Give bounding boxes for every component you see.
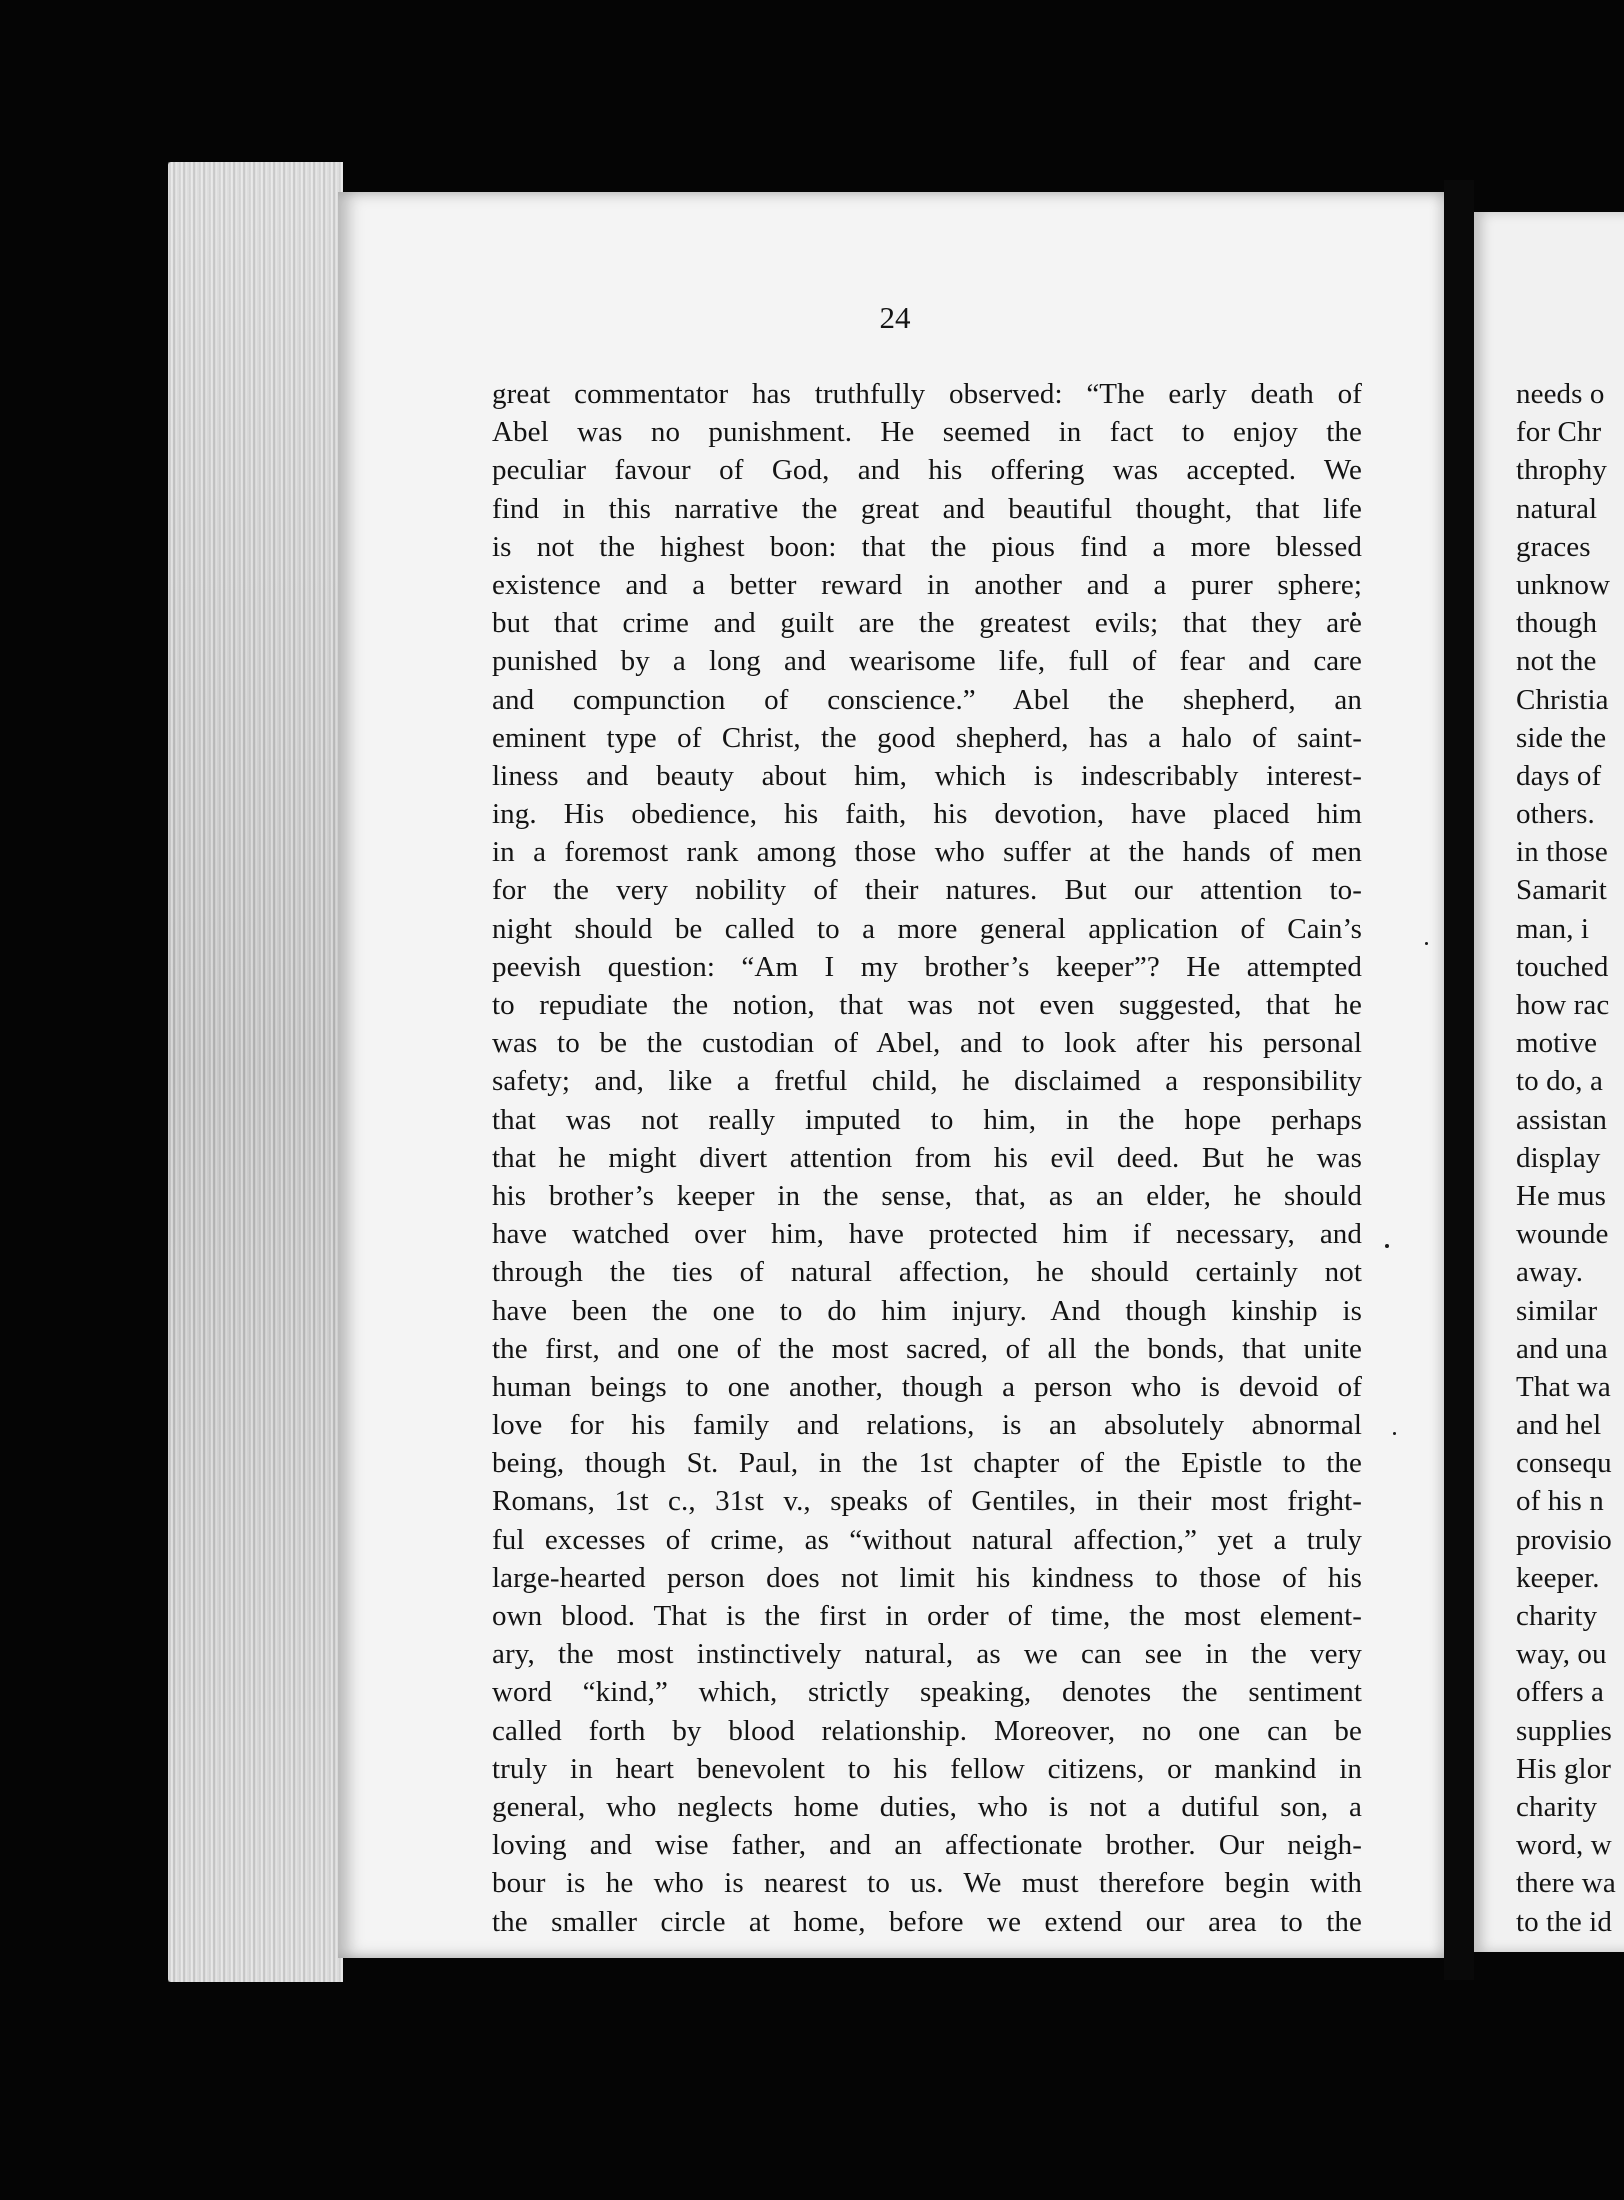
right-page-text-line: in those (1516, 836, 1608, 869)
body-text-line: liness and beauty about him, which is indescribably interest- (492, 759, 1362, 792)
right-page-text-line: way, ou (1516, 1638, 1607, 1671)
body-text-line: truly in heart benevolent to his fellow citizens, or mankind in (492, 1752, 1362, 1785)
right-page-text-line: for Chr (1516, 416, 1602, 449)
right-page-text-line: display (1516, 1141, 1601, 1174)
body-text-line: large-hearted person does not limit his kindness to those of his (492, 1561, 1362, 1594)
body-text-line: night should be called to a more general application of Cain’s (492, 912, 1362, 945)
right-page-text-line: word, w (1516, 1829, 1612, 1862)
scan-speck (1425, 942, 1428, 945)
right-page-text-line: though (1516, 607, 1598, 640)
right-page-text-line: and una (1516, 1332, 1608, 1365)
body-text-line: the first, and one of the most sacred, of all the bonds, that unite (492, 1332, 1362, 1365)
body-text-line: existence and a better reward in another and a purer sphere; (492, 568, 1362, 601)
scan-speck (1385, 1244, 1389, 1248)
body-text-line: human beings to one another, though a person who is devoid of (492, 1370, 1362, 1403)
right-page-text-line: supplies (1516, 1714, 1612, 1747)
right-page-text-line: days of (1516, 759, 1602, 792)
body-text-line: have watched over him, have protected him if necessary, and (492, 1218, 1362, 1251)
right-page-text-line: not the (1516, 645, 1597, 678)
body-text-line: eminent type of Christ, the good shepherd, has a halo of saint- (492, 721, 1362, 754)
body-text-line: have been the one to do him injury. And though kinship is (492, 1294, 1362, 1327)
body-text-line: loving and wise father, and an affectionate brother. Our neigh- (492, 1829, 1362, 1862)
right-page-text-line: keeper. (1516, 1561, 1600, 1594)
body-text-line: own blood. That is the first in order of time, the most element- (492, 1600, 1362, 1632)
right-page-text-line: others. (1516, 798, 1595, 831)
body-text-line: was to be the custodian of Abel, and to look after his personal (492, 1027, 1362, 1060)
right-page-text-line: there wa (1516, 1867, 1616, 1900)
body-text-line: but that crime and guilt are the greatest evils; that they are (492, 607, 1362, 640)
right-page-text-line: Christia (1516, 683, 1609, 716)
right-page-text-line: touched (1516, 950, 1609, 983)
right-page-text-line: graces (1516, 530, 1591, 563)
right-page-text-line: consequ (1516, 1447, 1612, 1480)
body-text-line: called forth by blood relationship. Moreover, no one can be (492, 1714, 1362, 1747)
right-page-text-line: similar (1516, 1294, 1598, 1327)
right-page-text-line: charity (1516, 1790, 1598, 1823)
right-page-text-line: away. (1516, 1256, 1584, 1289)
body-text-line: safety; and, like a fretful child, he disclaimed a responsibility (492, 1065, 1362, 1098)
right-page-text-line: side the (1516, 721, 1607, 754)
body-text-line: bour is he who is nearest to us. We must therefore begin with (492, 1867, 1362, 1900)
body-text-line: love for his family and relations, is an absolutely abnormal (492, 1409, 1362, 1442)
right-page-text-line: That wa (1516, 1370, 1611, 1403)
body-text-line: that he might divert attention from his evil deed. But he was (492, 1141, 1362, 1174)
right-page-text-line: He mus (1516, 1179, 1607, 1212)
right-page-text-line: offers a (1516, 1676, 1605, 1709)
body-text-line: and compunction of conscience.” Abel the shepherd, an (492, 683, 1362, 716)
scan-speck (1393, 1432, 1396, 1435)
body-text-line: the smaller circle at home, before we extend our area to the (492, 1905, 1362, 1938)
right-page-text-line: of his n (1516, 1485, 1604, 1518)
body-text-line: to repudiate the notion, that was not even suggested, that he (492, 989, 1362, 1021)
right-page-text-line: assistan (1516, 1103, 1608, 1136)
body-text-line: ful excesses of crime, as “without natural affection,” yet a truly (492, 1523, 1362, 1556)
right-page-text-line: charity (1516, 1600, 1598, 1632)
right-page-text-line: wounde (1516, 1218, 1609, 1251)
body-text-line: Abel was no punishment. He seemed in fact to enjoy the (492, 416, 1362, 449)
body-text-line: peevish question: “Am I my brother’s keeper”? He attempted (492, 950, 1362, 983)
body-text-line: peculiar favour of God, and his offering was accepted. We (492, 454, 1362, 487)
page-number-wrapper (338, 0, 1444, 400)
right-page-text-line: motive (1516, 1027, 1598, 1060)
right-page-text-line: to the id (1516, 1905, 1612, 1938)
book-gutter (1444, 180, 1474, 1980)
right-page-text-line: Samarit (1516, 874, 1607, 907)
body-text-line: for the very nobility of their natures. But our attention to- (492, 874, 1362, 907)
body-text-line: find in this narrative the great and beautiful thought, that life (492, 492, 1362, 525)
body-text-line: that was not really imputed to him, in the hope perhaps (492, 1103, 1362, 1136)
right-page-text-line: to do, a (1516, 1065, 1603, 1098)
body-text-line: is not the highest boon: that the pious find a more blessed (492, 530, 1362, 563)
body-text-line: general, who neglects home duties, who is not a dutiful son, a (492, 1790, 1362, 1823)
right-page-text-line: throphy (1516, 454, 1607, 487)
page-edges (168, 162, 343, 1982)
body-text-line: punished by a long and wearisome life, full of fear and care (492, 645, 1362, 678)
right-page-text-line: unknow (1516, 568, 1611, 601)
body-text-line: his brother’s keeper in the sense, that, as an elder, he should (492, 1179, 1362, 1212)
body-text-line: Romans, 1st c., 31st v., speaks of Gentiles, in their most fright- (492, 1485, 1362, 1518)
body-text-line: through the ties of natural affection, he should certainly not (492, 1256, 1362, 1289)
right-page-text-line: man, i (1516, 912, 1590, 945)
body-text-line: in a foremost rank among those who suffer at the hands of men (492, 836, 1362, 869)
right-page-text-line: natural (1516, 492, 1598, 525)
right-page-text (1516, 375, 1624, 1941)
page-number: 24 (879, 300, 911, 335)
right-page-text-line: how rac (1516, 989, 1610, 1021)
body-text-line: ing. His obedience, his faith, his devotion, have placed him (492, 798, 1362, 831)
right-page-text-line: provisio (1516, 1523, 1612, 1556)
right-page-text-line: His glor (1516, 1752, 1612, 1785)
page-body-text (492, 375, 1362, 1941)
right-page-text-line: needs o (1516, 378, 1605, 410)
right-page-text-line: and hel (1516, 1409, 1602, 1442)
body-text-line: being, though St. Paul, in the 1st chapter of the Epistle to the (492, 1447, 1362, 1480)
body-text-line: great commentator has truthfully observed: “The early death of (492, 378, 1362, 410)
body-text-line: ary, the most instinctively natural, as we can see in the very (492, 1638, 1362, 1671)
body-text-line: word “kind,” which, strictly speaking, denotes the sentiment (492, 1676, 1362, 1709)
